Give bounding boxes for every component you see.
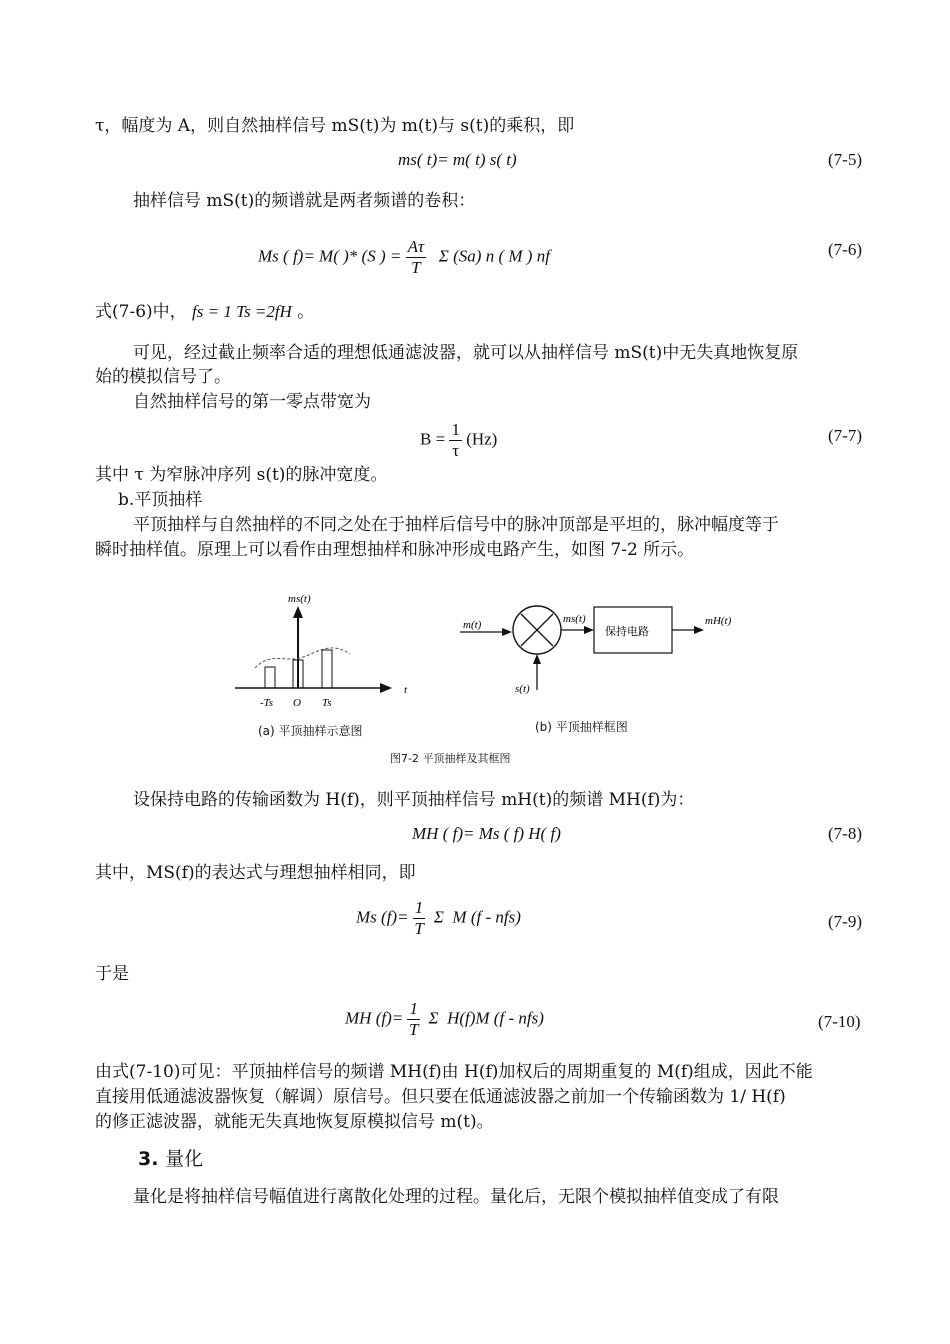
paragraph-8a: 平顶抽样与自然抽样的不同之处在于抽样后信号中的脉冲顶部是平坦的，脉冲幅度等于	[133, 515, 779, 535]
paragraph-1: τ，幅度为 A，则自然抽样信号 mS(t)为 m(t)与 s(t)的乘积，即	[95, 116, 575, 136]
figure-7-2	[0, 580, 950, 775]
equation-7-5: ms( t)= m( t) s( t)	[398, 150, 517, 169]
equation-7-6-lhs: Ms ( f)= M( )* (S ) =	[258, 246, 402, 266]
equation-7-10-rhs: H(f)M (f - nfs)	[447, 1008, 544, 1028]
paragraph-7: b.平顶抽样	[118, 490, 203, 510]
paragraph-12a: 由式(7-10)可见：平顶抽样信号的频谱 MH(f)由 H(f)加权后的周期重复的 M(f)组成，因此不能	[95, 1062, 813, 1082]
figure-b-output-arrow	[694, 626, 704, 634]
equation-number-7-10: (7-10)	[818, 1012, 861, 1031]
equation-7-7	[420, 420, 497, 461]
section-heading	[138, 1144, 203, 1171]
equation-7-10-lhs: MH (f)=	[345, 1008, 404, 1028]
section-heading-number: 3.	[138, 1148, 159, 1170]
paragraph-6: 其中 τ 为窄脉冲序列 s(t)的脉冲宽度。	[95, 465, 388, 485]
paragraph-4b: 始的模拟信号了。	[95, 367, 231, 387]
figure-a-caption: (a) 平顶抽样示意图	[258, 724, 363, 738]
figure-caption: 图7-2 平顶抽样及其框图	[390, 752, 511, 765]
figure-b-mid-arrow	[584, 626, 594, 634]
figure-a-pulse-1	[265, 667, 275, 688]
equation-number-7-7: (7-7)	[828, 426, 862, 445]
figure-b-output-label: mH(t)	[705, 615, 732, 627]
equation-7-10-fraction: $\frac{1}{T}$	[408, 999, 419, 1039]
paragraph-5: 自然抽样信号的第一零点带宽为	[133, 392, 371, 412]
paragraph-13: 量化是将抽样信号幅值进行离散化处理的过程。量化后，无限个模拟抽样值变成了有限	[133, 1187, 779, 1207]
equation-7-10-sum: Σ	[424, 1008, 443, 1028]
figure-b-mid-label: ms(t)	[563, 613, 586, 625]
equation-7-6	[258, 237, 550, 278]
equation-number-7-8: (7-8)	[828, 824, 862, 843]
paragraph-3	[95, 300, 314, 324]
paragraph-3-math: fs = 1 Ts =2fH	[192, 302, 292, 321]
paragraph-9: 设保持电路的传输函数为 H(f)，则平顶抽样信号 mH(t)的频谱 MH(f)为：	[133, 790, 695, 810]
section-heading-title: 量化	[165, 1148, 204, 1170]
equation-7-9	[356, 898, 521, 939]
paragraph-3-text: 式(7-6)中，	[95, 302, 187, 322]
figure-a-diagram	[235, 593, 408, 709]
figure-b-input-arrow	[502, 628, 512, 636]
figure-a-x-arrow	[380, 683, 392, 693]
equation-7-6-rhs: Σ (Sa) n ( M ) nf	[430, 246, 550, 266]
figure-b-diagram	[460, 606, 732, 695]
equation-7-10	[345, 999, 544, 1040]
equation-7-6-fraction: $\frac{A\tau}{T}$	[407, 237, 425, 277]
equation-7-9-sum: Σ	[429, 907, 449, 927]
figure-a-tick-ts: Ts	[322, 697, 332, 709]
paragraph-10: 其中，MS(f)的表达式与理想抽样相同，即	[95, 863, 416, 883]
paragraph-8b: 瞬时抽样值。原理上可以看作由理想抽样和脉冲形成电路产生，如图 7-2 所示。	[95, 540, 695, 560]
figure-a-tick-origin: O	[293, 697, 301, 709]
equation-7-7-unit: (Hz)	[466, 429, 498, 449]
figure-b-caption: (b) 平顶抽样框图	[535, 720, 628, 734]
equation-number-7-6: (7-6)	[828, 240, 862, 259]
paragraph-3-end: 。	[297, 302, 315, 322]
figure-a-impulse-arrow	[293, 606, 303, 618]
figure-a-pulse-3	[322, 650, 332, 688]
paragraph-12b: 直接用低通滤波器恢复（解调）原信号。但只要在低通滤波器之前加一个传输函数为 1/ H(f)	[95, 1087, 786, 1107]
paragraph-11: 于是	[95, 964, 129, 984]
equation-number-7-5: (7-5)	[828, 150, 862, 169]
equation-7-8: MH ( f)= Ms ( f) H( f)	[412, 824, 561, 843]
equation-7-9-rhs: M (f - nfs)	[452, 907, 521, 927]
figure-a-tick-neg-ts: -Ts	[260, 697, 274, 709]
figure-b-carrier-arrow	[533, 654, 541, 664]
paragraph-2: 抽样信号 mS(t)的频谱就是两者频谱的卷积：	[133, 191, 476, 211]
equation-7-9-lhs: Ms (f)=	[356, 907, 409, 927]
hold-circuit-label: 保持电路	[605, 625, 649, 638]
figure-a-xlabel: t	[404, 684, 408, 696]
equation-number-7-9: (7-9)	[828, 912, 862, 931]
paragraph-4a: 可见，经过截止频率合适的理想低通滤波器，就可以从抽样信号 mS(t)中无失真地恢复原	[133, 343, 799, 363]
figure-a-ylabel: ms(t)	[288, 593, 311, 605]
equation-7-7-fraction: $\frac{1}{\tau}$	[451, 420, 460, 460]
figure-b-input-label: m(t)	[463, 619, 482, 631]
equation-7-9-fraction: $\frac{1}{T}$	[414, 898, 424, 938]
figure-b-carrier-label: s(t)	[515, 683, 530, 695]
paragraph-12c: 的修正滤波器，就能无失真地恢复原模拟信号 m(t)。	[95, 1112, 494, 1132]
equation-7-7-lhs: B =	[420, 429, 446, 449]
